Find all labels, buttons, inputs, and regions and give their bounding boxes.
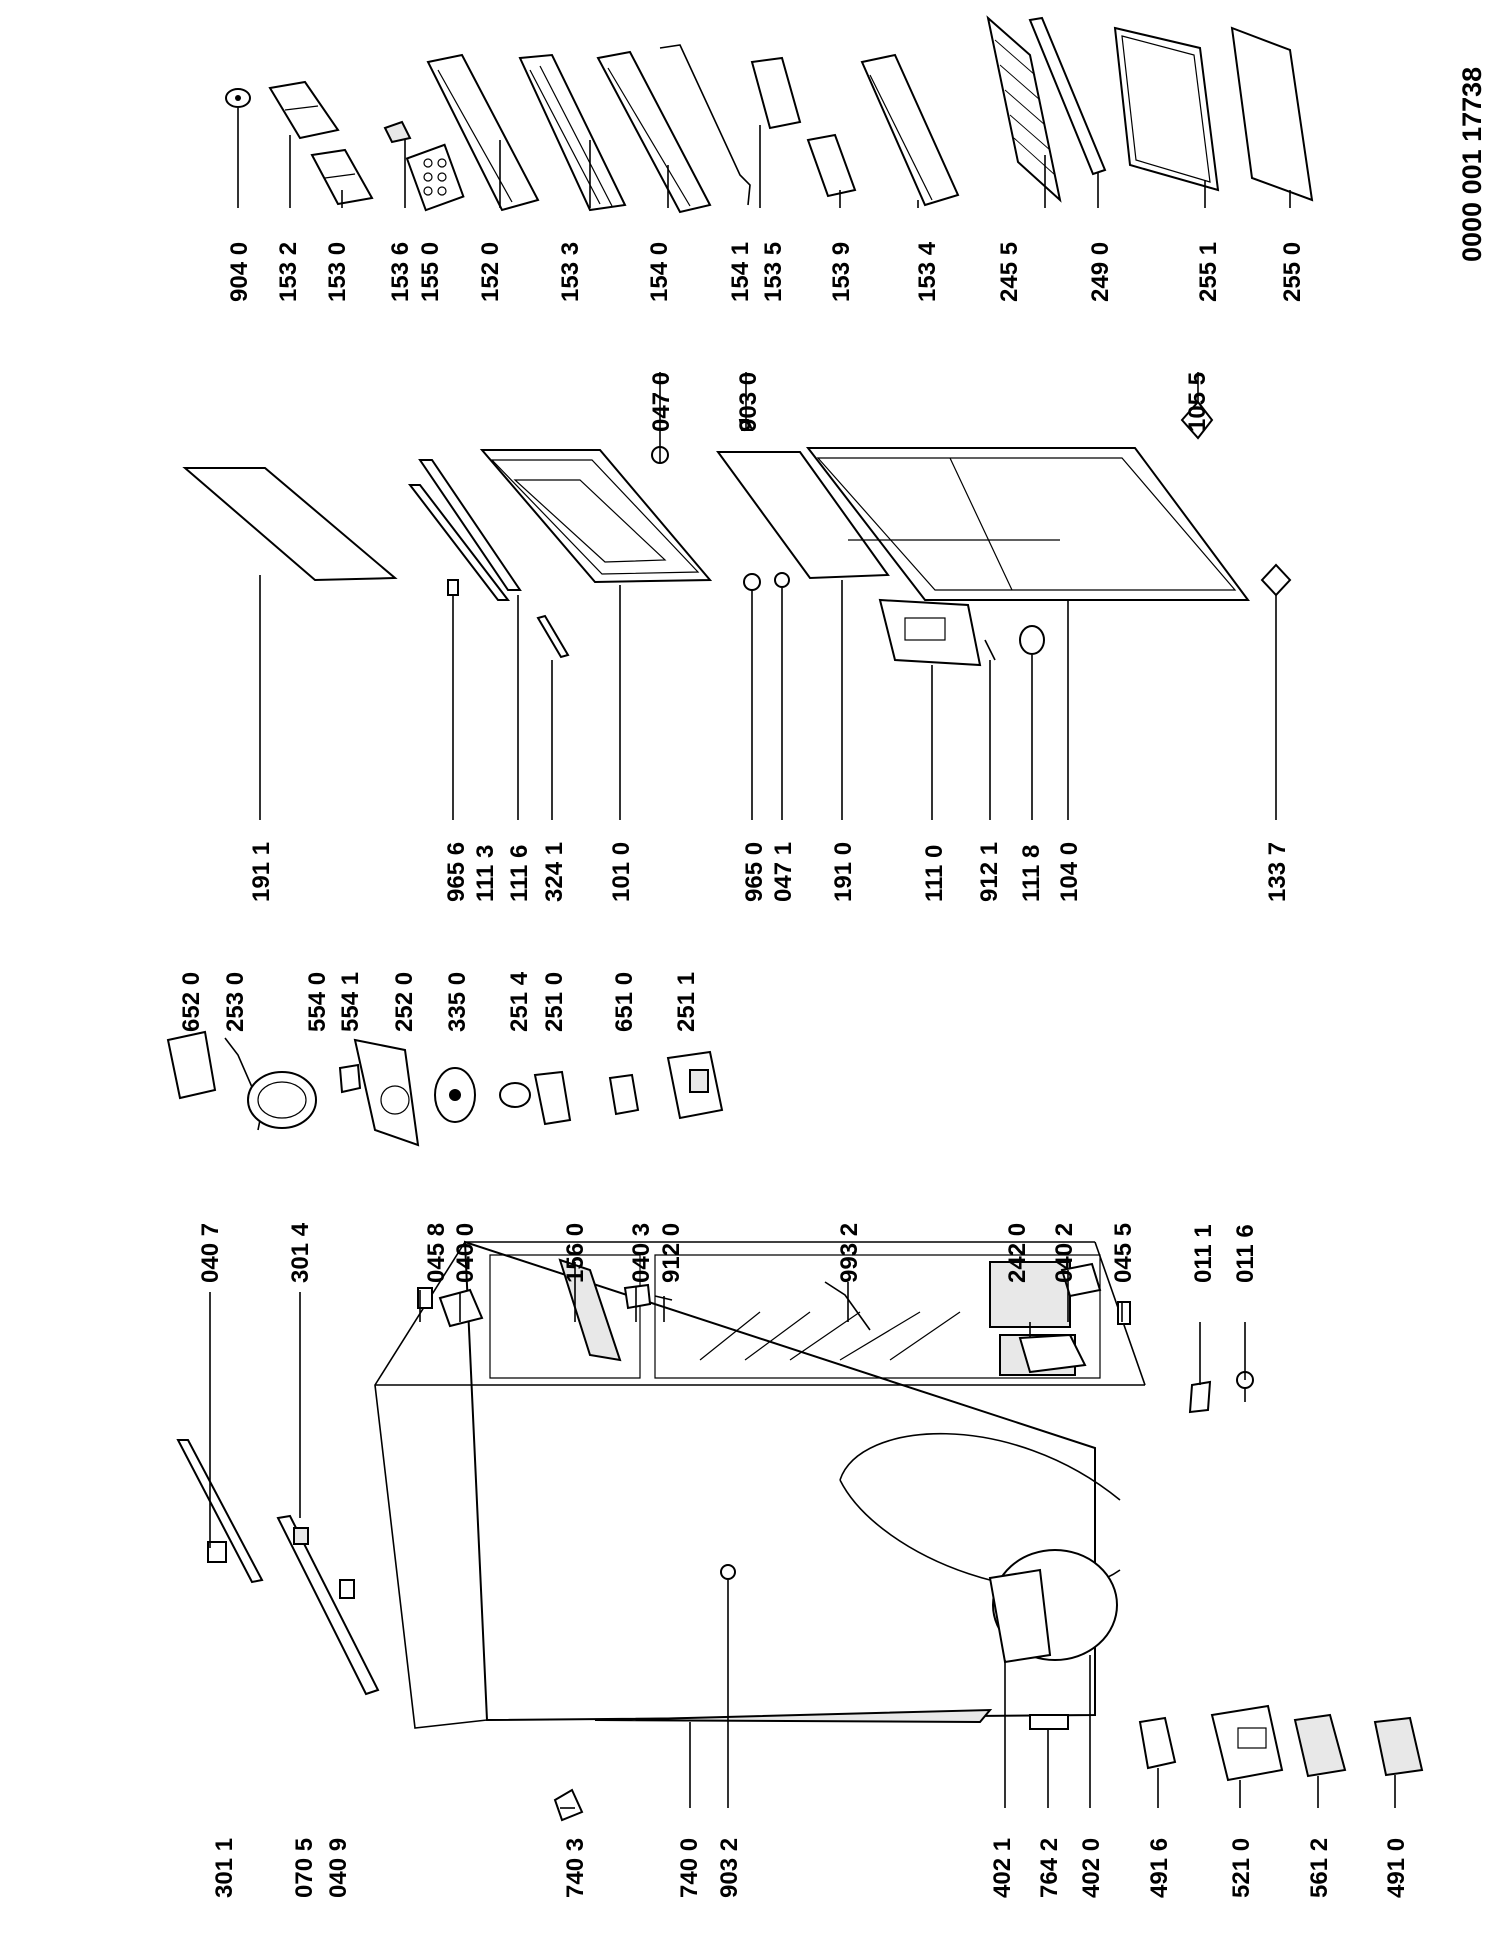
part-651-0-drawing (610, 1075, 638, 1114)
part-070-5-drawing (294, 1528, 308, 1544)
part-label: 154 0 (646, 241, 673, 302)
part-label: 255 0 (1279, 241, 1306, 302)
part-133-7-drawing (1262, 565, 1290, 595)
part-491-6-drawing (1140, 1718, 1175, 1768)
part-label: 011 6 (1232, 1224, 1259, 1283)
part-155-0-drawing (407, 145, 463, 210)
part-label: 191 1 (248, 841, 275, 902)
part-label: 153 5 (760, 241, 787, 302)
part-904-0-drawing (226, 89, 250, 107)
part-label: 105 5 (1184, 371, 1211, 432)
part-label: 133 7 (1264, 841, 1291, 902)
part-label: 153 3 (557, 241, 584, 302)
part-521-0-drawing (1212, 1706, 1282, 1780)
part-label: 242 0 (1004, 1222, 1031, 1283)
part-label: 252 0 (391, 971, 418, 1032)
part-label: 740 3 (562, 1837, 589, 1898)
part-label: 912 0 (658, 1222, 685, 1283)
part-label: 554 0 (304, 971, 331, 1032)
part-191-1-drawing (185, 468, 395, 580)
part-965-0-drawing (744, 574, 760, 590)
part-label: 965 6 (443, 841, 470, 902)
part-903-2-drawing (721, 1565, 735, 1579)
part-153-9-drawing (808, 135, 855, 196)
part-251-4-drawing (500, 1083, 530, 1107)
part-652-0-drawing (168, 1032, 215, 1098)
part-label: 104 0 (1056, 841, 1083, 902)
part-label: 249 0 (1087, 241, 1114, 302)
part-label: 561 2 (1306, 1837, 1333, 1898)
part-label: 491 0 (1383, 1837, 1410, 1898)
part-label: 101 0 (608, 841, 635, 902)
part-label: 156 0 (562, 1222, 589, 1283)
part-label: 652 0 (178, 971, 205, 1032)
part-label: 153 4 (914, 241, 941, 302)
part-040-3-drawing (625, 1285, 650, 1308)
part-label: 301 1 (211, 1837, 238, 1898)
part-740-3-drawing (555, 1790, 582, 1820)
part-255-0-drawing (1232, 28, 1312, 200)
part-label: 993 2 (836, 1222, 863, 1283)
part-label: 251 0 (541, 971, 568, 1032)
part-label: 904 0 (226, 241, 253, 302)
part-label: 040 7 (197, 1222, 224, 1283)
part-label: 111 3 (472, 844, 499, 902)
part-label: 255 1 (1195, 241, 1222, 302)
part-label: 191 0 (830, 841, 857, 902)
part-label: 070 5 (291, 1837, 318, 1898)
part-label: 521 0 (1228, 1837, 1255, 1898)
part-label: 111 8 (1018, 844, 1045, 902)
part-label: 154 1 (727, 241, 754, 302)
part-label: 040 9 (325, 1837, 352, 1898)
part-111-8-drawing (1020, 626, 1044, 654)
part-153-4-drawing (862, 55, 958, 205)
part-label: 047 0 (648, 371, 675, 432)
part-label: 402 0 (1078, 1837, 1105, 1898)
part-label: 251 4 (506, 971, 533, 1032)
part-111-3-drawing (420, 460, 520, 590)
part-335-0-drawing (435, 1068, 475, 1122)
part-011-1-drawing (1190, 1382, 1210, 1412)
part-554-1-drawing (340, 1065, 360, 1092)
part-045-5-drawing (1118, 1302, 1130, 1324)
part-label: 903 2 (716, 1837, 743, 1898)
part-label: 045 8 (423, 1222, 450, 1283)
part-label: 153 6 (387, 241, 414, 302)
document-number: 0000 001 17738 (1457, 66, 1487, 262)
part-912-1-drawing (985, 640, 995, 660)
part-label: 903 0 (735, 371, 762, 432)
part-label: 152 0 (477, 241, 504, 302)
part-561-2-drawing (1295, 1715, 1345, 1776)
part-251-1-drawing (668, 1052, 722, 1118)
part-label: 651 0 (611, 971, 638, 1032)
part-label: 011 1 (1190, 1224, 1217, 1283)
part-153-2-drawing (270, 82, 338, 138)
part-554-0-drawing (248, 1072, 316, 1128)
part-101-0-drawing (482, 450, 710, 582)
part-label: 912 1 (976, 841, 1003, 902)
part-251-0-drawing (535, 1072, 570, 1124)
part-compressor-drawing (990, 1550, 1117, 1662)
part-label: 040 0 (452, 1222, 479, 1283)
part-491-0-drawing (1375, 1718, 1422, 1775)
part-label: 965 0 (741, 841, 768, 902)
part-040-9-drawing (340, 1580, 354, 1598)
part-153-5-drawing (752, 58, 800, 128)
part-label: 111 0 (921, 844, 948, 902)
part-104-0-drawing (808, 448, 1248, 600)
part-label: 402 1 (989, 1837, 1016, 1898)
part-label: 045 5 (1110, 1222, 1137, 1283)
part-label: 155 0 (417, 241, 444, 302)
part-047-1-drawing (775, 573, 789, 587)
part-label: 111 6 (506, 844, 533, 902)
part-label: 740 0 (676, 1837, 703, 1898)
part-label: 245 5 (996, 241, 1023, 302)
part-111-0-drawing (880, 600, 980, 665)
part-324-1-drawing (538, 616, 568, 657)
part-255-1-drawing (1115, 28, 1218, 190)
part-label: 491 6 (1146, 1837, 1173, 1898)
part-label: 301 4 (287, 1222, 314, 1283)
part-label: 335 0 (444, 971, 471, 1032)
part-label: 040 3 (628, 1222, 655, 1283)
part-764-2-drawing (1030, 1715, 1068, 1729)
part-252-0-drawing (355, 1040, 418, 1145)
part-label: 324 1 (541, 841, 568, 902)
part-label: 047 1 (770, 841, 797, 902)
part-label: 764 2 (1036, 1837, 1063, 1898)
part-965-6-drawing (448, 580, 458, 595)
part-label: 554 1 (337, 971, 364, 1032)
part-label: 153 2 (275, 241, 302, 302)
part-label: 251 1 (673, 971, 700, 1032)
part-label: 040 2 (1051, 1222, 1078, 1283)
part-label: 153 0 (324, 241, 351, 302)
part-label: 253 0 (222, 971, 249, 1032)
part-153-6-drawing (385, 122, 410, 142)
part-label: 153 9 (828, 241, 855, 302)
